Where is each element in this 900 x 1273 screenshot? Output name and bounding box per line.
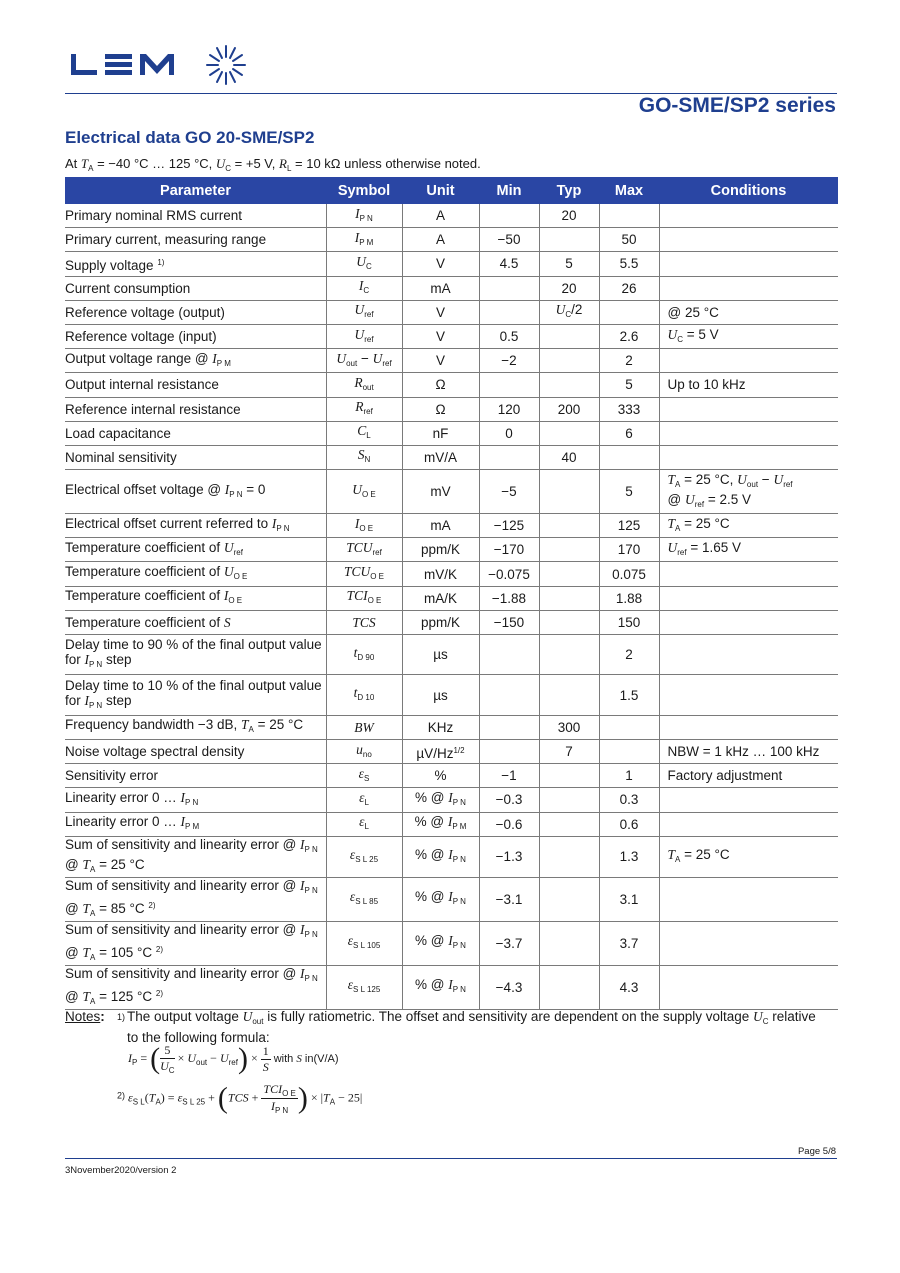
cell-unit: mV/A: [402, 445, 479, 469]
cell-conditions: [659, 635, 838, 675]
cell-symbol: $U_{out} - U_{ref}$: [326, 349, 402, 373]
cell-conditions: [659, 921, 838, 965]
table-row: [65, 300, 838, 324]
cell-parameter: Primary nominal RMS current: [65, 204, 326, 228]
table-row: [65, 252, 838, 276]
cell-typ: 300: [539, 715, 599, 739]
cell-min: −2: [479, 349, 539, 373]
header-symbol: Symbol: [326, 177, 402, 204]
cell-conditions: [659, 675, 838, 715]
cell-conditions: [659, 445, 838, 469]
cell-symbol: $\varepsilon_S$: [326, 764, 402, 788]
cell-conditions: $T_A = 25$ °C, $U_{out} - U_{ref}$ @ $U_{ref} = 2.5$ V: [659, 470, 838, 514]
cell-unit: % @ $I_{P N}$: [402, 877, 479, 921]
cell-min: −1.88: [479, 586, 539, 610]
table-row: [65, 445, 838, 469]
cell-parameter: Linearity error 0 … $I_{P M}$: [65, 812, 326, 836]
series-title: GO-SME/SP2 series: [638, 94, 836, 117]
table-row: [65, 538, 838, 562]
cell-unit: %: [402, 764, 479, 788]
cell-min: [479, 635, 539, 675]
cell-parameter: Delay time to 10 % of the final output value for $I_{P N}$ step: [65, 675, 326, 715]
cell-typ: [539, 586, 599, 610]
cell-symbol: $C_L$: [326, 421, 402, 445]
cell-max: [599, 739, 659, 763]
cell-max: 1.3: [599, 836, 659, 877]
table-header-row: [65, 177, 838, 204]
cell-conditions: $T_A = 25$ °C: [659, 514, 838, 538]
cell-max: 26: [599, 276, 659, 300]
cell-symbol: $U_{ref}$: [326, 300, 402, 324]
cell-symbol: $TCU_{O E}$: [326, 562, 402, 586]
cell-symbol: $\varepsilon_{S L 125}$: [326, 965, 402, 1009]
cell-min: −0.6: [479, 812, 539, 836]
table-row: [65, 397, 838, 421]
cell-typ: [539, 635, 599, 675]
note-1: 1) The output voltage $U_{out}$ is fully ratiometric. The offset and sensitivity are dependent on the supply voltage $U_C$ relative to the following formula:: [117, 1009, 827, 1046]
cell-unit: % @ $I_{P M}$: [402, 812, 479, 836]
cell-typ: [539, 514, 599, 538]
table-body: [65, 204, 838, 1009]
table-row: [65, 921, 838, 965]
cell-unit: V: [402, 324, 479, 348]
table-row: [65, 349, 838, 373]
table-row: [65, 675, 838, 715]
cell-parameter: Supply voltage $^{1)}$: [65, 252, 326, 276]
cell-max: [599, 204, 659, 228]
cell-unit: µs: [402, 635, 479, 675]
cell-max: 1: [599, 764, 659, 788]
cell-typ: [539, 228, 599, 252]
table-row: [65, 228, 838, 252]
cell-min: −0.075: [479, 562, 539, 586]
cell-conditions: [659, 610, 838, 634]
cell-min: −1.3: [479, 836, 539, 877]
cell-conditions: [659, 228, 838, 252]
table-row: [65, 739, 838, 763]
cell-parameter: Load capacitance: [65, 421, 326, 445]
cell-parameter: Delay time to 90 % of the final output value for $I_{P N}$ step: [65, 635, 326, 675]
cell-parameter: Output internal resistance: [65, 373, 326, 397]
cell-symbol: BW: [326, 715, 402, 739]
cell-typ: [539, 965, 599, 1009]
cell-max: [599, 300, 659, 324]
cell-typ: $U_C/2$: [539, 300, 599, 324]
cell-min: −170: [479, 538, 539, 562]
cell-symbol: $S_N$: [326, 445, 402, 469]
formula-2: $^{2)}$ $\varepsilon_{S L}(T_A) = \varepsilon_{S L 25} + (TCS$ + $\frac{TCI_{O E}}{I_{P N}}$ ) × $|T_A - 25|$: [117, 1081, 363, 1115]
table-row: [65, 562, 838, 586]
cell-typ: 5: [539, 252, 599, 276]
table-row: [65, 276, 838, 300]
cell-typ: [539, 324, 599, 348]
footer-rule: [65, 1158, 837, 1159]
cell-typ: [539, 373, 599, 397]
cell-min: −3.1: [479, 877, 539, 921]
cell-max: 1.5: [599, 675, 659, 715]
cell-unit: mV/K: [402, 562, 479, 586]
page-number: Page 5/8: [797, 1146, 836, 1157]
cell-conditions: $U_C = 5$ V: [659, 324, 838, 348]
cell-conditions: [659, 715, 838, 739]
cell-parameter: Electrical offset voltage @ $I_{P N} = 0$: [65, 470, 326, 514]
cell-min: [479, 276, 539, 300]
cell-min: 120: [479, 397, 539, 421]
cell-symbol: $\varepsilon_{S L 105}$: [326, 921, 402, 965]
cell-conditions: [659, 397, 838, 421]
cell-parameter: Temperature coefficient of $I_{O E}$: [65, 586, 326, 610]
cell-symbol: $I_C$: [326, 276, 402, 300]
cell-parameter: Reference voltage (output): [65, 300, 326, 324]
cell-min: −125: [479, 514, 539, 538]
cell-unit: A: [402, 204, 479, 228]
cell-min: −3.7: [479, 921, 539, 965]
svg-text:LEM: LEM: [69, 44, 72, 45]
cell-conditions: @ 25 °C: [659, 300, 838, 324]
cell-max: 6: [599, 421, 659, 445]
cell-symbol: $TCU_{ref}$: [326, 538, 402, 562]
cell-max: 0.075: [599, 562, 659, 586]
cell-typ: 40: [539, 445, 599, 469]
cell-conditions: $T_A = 25$ °C: [659, 836, 838, 877]
electrical-data-table: [65, 177, 838, 1010]
cell-typ: [539, 675, 599, 715]
cell-parameter: Sum of sensitivity and linearity error @ $I_{P N}$ @ $T_A = 85$ °C $^{2)}$: [65, 877, 326, 921]
cell-symbol: $R_{ref}$: [326, 397, 402, 421]
cell-symbol: $I_{P N}$: [326, 204, 402, 228]
cell-unit: % @ $I_{P N}$: [402, 788, 479, 812]
header-typ: Typ: [539, 177, 599, 204]
cell-min: −50: [479, 228, 539, 252]
cell-symbol: TCS: [326, 610, 402, 634]
cell-symbol: $R_{out}$: [326, 373, 402, 397]
footer-date-version: 3November2020/version 2: [65, 1165, 177, 1176]
cell-unit: KHz: [402, 715, 479, 739]
cell-conditions: [659, 877, 838, 921]
cell-conditions: [659, 586, 838, 610]
header-conditions: Conditions: [659, 177, 838, 204]
notes: Notes: 1) The output voltage $U_{out}$ is fully ratiometric. The offset and sensitivity are dependent on the supply voltage $U_C$ relative to the following formula:: [65, 1009, 840, 1025]
cell-unit: V: [402, 300, 479, 324]
cell-symbol: $\varepsilon_{S L 25}$: [326, 836, 402, 877]
table-row: [65, 470, 838, 514]
cell-unit: % @ $I_{P N}$: [402, 836, 479, 877]
cell-conditions: Factory adjustment: [659, 764, 838, 788]
cell-parameter: Primary current, measuring range: [65, 228, 326, 252]
cell-typ: 7: [539, 739, 599, 763]
cell-conditions: [659, 562, 838, 586]
header-max: Max: [599, 177, 659, 204]
table-row: [65, 421, 838, 445]
formula-1: $I_P$ = ( $\frac{5}{U_C}$ × $U_{out} - U_{ref}$) × $\frac{1}{S}$ with S in(V/A): [128, 1042, 339, 1075]
cell-conditions: Up to 10 kHz: [659, 373, 838, 397]
cell-unit: mV: [402, 470, 479, 514]
cell-min: −4.3: [479, 965, 539, 1009]
cell-max: 150: [599, 610, 659, 634]
header-min: Min: [479, 177, 539, 204]
cell-symbol: $I_{P M}$: [326, 228, 402, 252]
cell-typ: 20: [539, 276, 599, 300]
cell-max: 2: [599, 349, 659, 373]
cell-unit: A: [402, 228, 479, 252]
cell-symbol: $t_{D 10}$: [326, 675, 402, 715]
cell-conditions: [659, 965, 838, 1009]
note-1-text: The output voltage $U_{out}$ is fully ratiometric. The offset and sensitivity are dependent on the supply voltage $U_C$ relative to the following formula:: [127, 1009, 816, 1045]
cell-min: −5: [479, 470, 539, 514]
table-row: [65, 635, 838, 675]
cell-typ: [539, 836, 599, 877]
cell-min: 0.5: [479, 324, 539, 348]
cell-max: 0.6: [599, 812, 659, 836]
cell-unit: ppm/K: [402, 610, 479, 634]
cell-symbol: $\varepsilon_L$: [326, 812, 402, 836]
cell-min: [479, 445, 539, 469]
cell-typ: [539, 421, 599, 445]
cell-unit: V: [402, 349, 479, 373]
cell-typ: 200: [539, 397, 599, 421]
section-title: Electrical data GO 20-SME/SP2: [65, 128, 315, 147]
cell-conditions: [659, 788, 838, 812]
cell-max: 170: [599, 538, 659, 562]
cell-max: 3.7: [599, 921, 659, 965]
cell-typ: [539, 610, 599, 634]
cell-parameter: Output voltage range @ $I_{P M}$: [65, 349, 326, 373]
table-row: [65, 788, 838, 812]
cell-unit: nF: [402, 421, 479, 445]
cell-unit: Ω: [402, 397, 479, 421]
cell-unit: % @ $I_{P N}$: [402, 965, 479, 1009]
cell-min: [479, 204, 539, 228]
cell-max: 1.88: [599, 586, 659, 610]
table-row: [65, 715, 838, 739]
cell-conditions: $U_{ref} = 1.65$ V: [659, 538, 838, 562]
cell-symbol: $\varepsilon_{S L 85}$: [326, 877, 402, 921]
table-row: [65, 764, 838, 788]
cell-min: [479, 675, 539, 715]
cell-typ: [539, 562, 599, 586]
cell-unit: $\mu V/Hz^{1/2}$: [402, 739, 479, 763]
cell-parameter: Sum of sensitivity and linearity error @ $I_{P N}$ @ $T_A = 25$ °C: [65, 836, 326, 877]
cell-min: −150: [479, 610, 539, 634]
cell-typ: [539, 788, 599, 812]
cell-parameter: Temperature coefficient of S: [65, 610, 326, 634]
cell-symbol: $U_{ref}$: [326, 324, 402, 348]
table-row: [65, 836, 838, 877]
cell-conditions: [659, 204, 838, 228]
cell-parameter: Linearity error 0 … $I_{P N}$: [65, 788, 326, 812]
table-row: [65, 324, 838, 348]
cell-parameter: Current consumption: [65, 276, 326, 300]
cell-typ: [539, 764, 599, 788]
cell-parameter: Sum of sensitivity and linearity error @ $I_{P N}$ @ $T_A = 125$ °C $^{2)}$: [65, 965, 326, 1009]
cell-conditions: [659, 421, 838, 445]
table-row: [65, 514, 838, 538]
cell-max: 3.1: [599, 877, 659, 921]
lem-logo: [69, 44, 249, 88]
table-row: [65, 812, 838, 836]
table-row: [65, 965, 838, 1009]
table-row: [65, 877, 838, 921]
table-row: [65, 610, 838, 634]
cell-max: 333: [599, 397, 659, 421]
header-parameter: Parameter: [65, 177, 326, 204]
cell-max: [599, 715, 659, 739]
cell-unit: V: [402, 252, 479, 276]
cell-typ: [539, 921, 599, 965]
cell-parameter: Sensitivity error: [65, 764, 326, 788]
cell-symbol: $I_{O E}$: [326, 514, 402, 538]
cell-typ: [539, 470, 599, 514]
cell-symbol: $\varepsilon_L$: [326, 788, 402, 812]
cell-max: 0.3: [599, 788, 659, 812]
cell-parameter: Reference internal resistance: [65, 397, 326, 421]
cell-min: [479, 300, 539, 324]
cell-max: 2.6: [599, 324, 659, 348]
cell-unit: ppm/K: [402, 538, 479, 562]
cell-unit: Ω: [402, 373, 479, 397]
cell-min: 4.5: [479, 252, 539, 276]
table-row: [65, 204, 838, 228]
cell-conditions: [659, 812, 838, 836]
cell-max: 125: [599, 514, 659, 538]
table-row: [65, 586, 838, 610]
cell-unit: % @ $I_{P N}$: [402, 921, 479, 965]
cell-min: −1: [479, 764, 539, 788]
cell-typ: [539, 538, 599, 562]
cell-conditions: [659, 252, 838, 276]
cell-unit: mA/K: [402, 586, 479, 610]
cell-min: [479, 739, 539, 763]
cell-max: [599, 445, 659, 469]
cell-conditions: [659, 349, 838, 373]
notes-label: Notes: [65, 1009, 101, 1024]
cell-parameter: Electrical offset current referred to $I_{P N}$: [65, 514, 326, 538]
cell-parameter: Noise voltage spectral density: [65, 739, 326, 763]
header-unit: Unit: [402, 177, 479, 204]
cell-parameter: Frequency bandwidth −3 dB, $T_A = 25$ °C: [65, 715, 326, 739]
cell-min: [479, 715, 539, 739]
cell-max: 5: [599, 470, 659, 514]
cell-max: 5.5: [599, 252, 659, 276]
cell-min: 0: [479, 421, 539, 445]
cell-parameter: Nominal sensitivity: [65, 445, 326, 469]
cell-max: 5: [599, 373, 659, 397]
cell-max: 50: [599, 228, 659, 252]
cell-typ: 20: [539, 204, 599, 228]
cell-min: −0.3: [479, 788, 539, 812]
table-row: [65, 373, 838, 397]
cell-conditions: [659, 276, 838, 300]
cell-parameter: Sum of sensitivity and linearity error @ $I_{P N}$ @ $T_A = 105$ °C $^{2)}$: [65, 921, 326, 965]
cell-symbol: $t_{D 90}$: [326, 635, 402, 675]
cell-symbol: $U_C$: [326, 252, 402, 276]
cell-max: 4.3: [599, 965, 659, 1009]
cell-max: 2: [599, 635, 659, 675]
cell-unit: mA: [402, 276, 479, 300]
cell-min: [479, 373, 539, 397]
cell-typ: [539, 877, 599, 921]
cell-parameter: Temperature coefficient of $U_{ref}$: [65, 538, 326, 562]
cell-symbol: $TCI_{O E}$: [326, 586, 402, 610]
cell-parameter: Temperature coefficient of $U_{O E}$: [65, 562, 326, 586]
cell-typ: [539, 349, 599, 373]
cell-unit: mA: [402, 514, 479, 538]
cell-symbol: $u_{no}$: [326, 739, 402, 763]
cell-unit: µs: [402, 675, 479, 715]
cell-typ: [539, 812, 599, 836]
cell-conditions: NBW = 1 kHz … 100 kHz: [659, 739, 838, 763]
test-conditions: At $T_A = -40$ °C … 125 °C, $U_C = +5$ V, $R_L = 10$ kΩ unless otherwise noted.: [65, 156, 481, 173]
cell-parameter: Reference voltage (input): [65, 324, 326, 348]
cell-symbol: $U_{O E}$: [326, 470, 402, 514]
